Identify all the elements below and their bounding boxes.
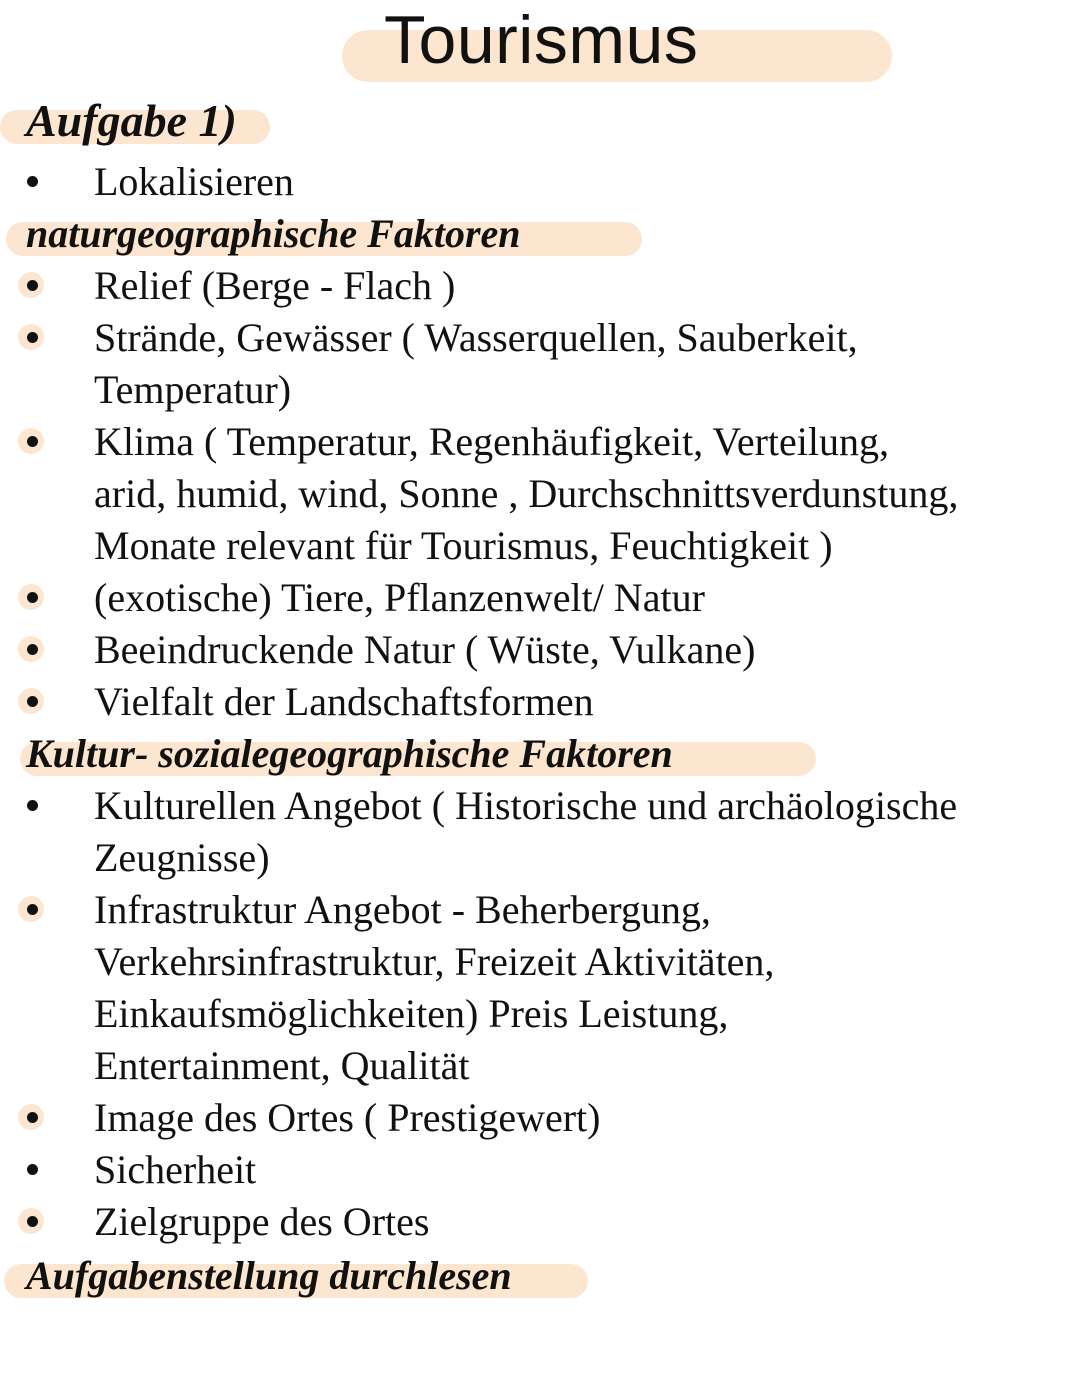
bullet-icon xyxy=(27,176,38,187)
heading-schluss xyxy=(0,1250,600,1302)
page-title: Tourismus xyxy=(384,2,699,78)
item-text: Strände, Gewässer ( Wasserquellen, Sauberkeit, Temperatur) xyxy=(94,315,858,412)
heading-text: Kultur- sozialegeographische Faktoren xyxy=(26,731,673,776)
item-text: Vielfalt der Landschaftsformen xyxy=(94,679,594,724)
bullet-icon xyxy=(27,904,38,915)
bullet-icon xyxy=(27,1112,38,1123)
item-text: Beeindruckende Natur ( Wüste, Vulkane) xyxy=(94,627,756,672)
heading-aufgabe xyxy=(0,96,280,148)
item-text: Sicherheit xyxy=(94,1147,257,1192)
bullet-icon xyxy=(27,436,38,447)
bullet-icon xyxy=(27,696,38,707)
item-text: (exotische) Tiere, Pflanzenwelt/ Natur xyxy=(94,575,705,620)
heading-natur xyxy=(0,208,660,260)
item-text: Relief (Berge - Flach ) xyxy=(94,263,456,308)
item-text: Kulturellen Angebot ( Historische und archäologische Zeugnisse) xyxy=(94,783,958,880)
heading-text: Aufgabe 1) xyxy=(26,95,237,146)
bullet-icon xyxy=(27,332,38,343)
bullet-icon xyxy=(27,644,38,655)
item-text: Image des Ortes ( Prestigewert) xyxy=(94,1095,601,1140)
title-block xyxy=(340,0,892,84)
heading-kultur xyxy=(0,728,830,780)
heading-text: Aufgabenstellung durchlesen xyxy=(26,1253,512,1298)
item-text: Infrastruktur Angebot - Beherbergung, Verkehrsinfrastruktur, Freizeit Aktivitäten, Einkaufsmöglichkeiten) Preis Leistung, Entertainment, Qualität xyxy=(94,887,775,1088)
bullet-icon xyxy=(27,1164,38,1175)
bullet-icon xyxy=(27,280,38,291)
item-text: Zielgruppe des Ortes xyxy=(94,1199,430,1244)
heading-text: naturgeographische Faktoren xyxy=(26,211,521,256)
item-text: Klima ( Temperatur, Regenhäufigkeit, Verteilung, arid, humid, wind, Sonne , Durchschnittsverdunstung, Monate relevant für Tourismus, Feuchtigkeit ) xyxy=(94,419,959,568)
bullet-icon xyxy=(27,1216,38,1227)
bullet-icon xyxy=(27,592,38,603)
item-text: Lokalisieren xyxy=(94,159,294,204)
bullet-icon xyxy=(27,800,38,811)
